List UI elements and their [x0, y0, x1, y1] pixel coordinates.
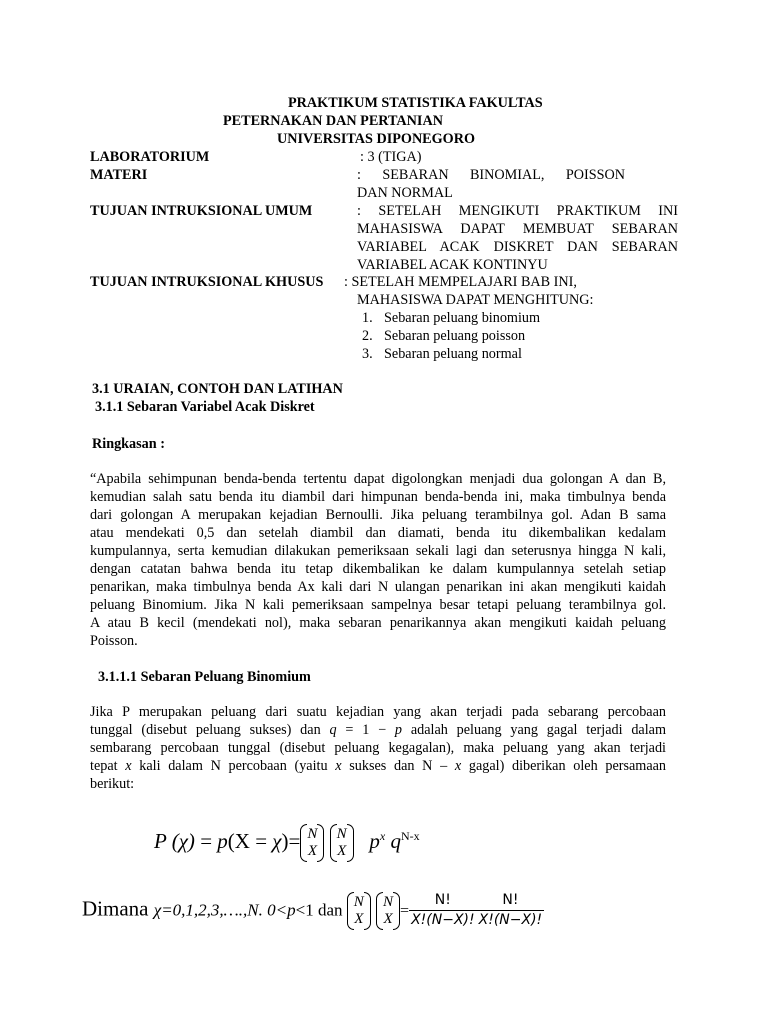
fraction	[477, 892, 545, 929]
binomial-coefficient	[330, 826, 354, 860]
summary-line: “Apabila sehimpunan benda-benda tertentu dapat digolongkan menjadi dua golongan A dan B,	[90, 471, 666, 487]
tiu-value-4: VARIABEL ACAK KONTINYU	[357, 257, 548, 273]
formula-q: q	[385, 828, 401, 853]
x-symbol: x	[454, 758, 462, 774]
binomial-coefficient	[347, 894, 371, 928]
fraction	[409, 892, 477, 929]
materi-value-2: DAN NORMAL	[357, 185, 453, 201]
tiu-value-3: VARIABEL ACAK DISKRET DAN SEBARAN	[357, 239, 678, 255]
tik-value-1: : SETELAH MEMPELAJARI BAB INI,	[344, 274, 577, 290]
summary-line: kumpulannya, serta kemudian dilakukan pemeriksaan sekali lagi dan seterusnya hingga N kali,	[90, 543, 666, 559]
summary-line: peluang Binomium. Jika N kali pemeriksaan sampelnya besar tetapi peluang terambilnya gol.	[90, 597, 666, 613]
binomial-line	[90, 721, 666, 739]
fraction-numerator: N!	[434, 892, 451, 908]
binomial-paragraph	[90, 703, 666, 793]
section-3-1-heading: 3.1 URAIAN, CONTOH DAN LATIHAN	[92, 381, 343, 397]
formula-p: P	[154, 828, 167, 853]
tiu-value-1: : SETELAH MENGIKUTI PRAKTIKUM INI	[357, 203, 678, 219]
text-run: gagal) diberikan oleh persamaan	[461, 758, 666, 774]
fraction-denominator: X!(N−X)!	[411, 912, 475, 928]
materi-label: MATERI	[90, 167, 148, 183]
binom-top: N	[383, 893, 394, 910]
tiu-label: TUJUAN INTRUKSIONAL UMUM	[90, 203, 313, 219]
summary-line: Poisson.	[90, 633, 138, 649]
section-3-1-1-1-heading: 3.1.1.1 Sebaran Peluang Binomium	[98, 669, 311, 685]
formula-mid: (X =	[227, 828, 273, 853]
fraction-denominator: X!(N−X)!	[478, 912, 543, 928]
text-run: kali dalam N percobaan (yaitu	[131, 758, 336, 774]
header-line-1: PRAKTIKUM STATISTIKA FAKULTAS	[288, 95, 543, 111]
summary-line: dengan catatan bahwa benda itu tetap dikembalikan ke dalam kumpulannya setelah setiap	[90, 561, 666, 577]
formula-px: p	[369, 828, 380, 853]
ringkasan-heading: Ringkasan :	[92, 436, 165, 452]
binom-top: N	[336, 826, 347, 842]
text-run: = 1 −	[336, 722, 395, 738]
binomial-line: Jika P merupakan peluang dari suatu kejadian yang akan terjadi pada sebarang percobaan	[90, 704, 666, 720]
lab-label: LABORATORIUM	[90, 149, 210, 165]
binom-top: N	[353, 893, 364, 910]
tiu-value-2: MAHASISWA DAPAT MEMBUAT SEBARAN	[357, 221, 678, 237]
text-run: tepat	[90, 758, 126, 774]
summary-line: atau mendekati 0,5 dan setelah diambil dan diamati, benda itu dikembalikan kedalam	[90, 525, 666, 541]
formula-close: )=	[281, 828, 301, 853]
chi-range: χ=0,1,2,3,….,N. 0<	[153, 900, 288, 920]
objective-num-1: 1.	[362, 310, 373, 326]
fraction-numerator: N!	[502, 892, 519, 908]
formula-chi2: χ	[272, 828, 282, 853]
binomial-coefficient	[300, 826, 324, 860]
tik-label: TUJUAN INTRUKSIONAL KHUSUS	[90, 274, 324, 290]
binomial-coefficient	[376, 894, 400, 928]
formula-px-exp: x	[379, 828, 386, 843]
summary-line: A atau B kecil (mendekati nol), maka sebaran penarikannya akan mengikuti kaidah peluang	[90, 615, 666, 631]
text-run: adalah peluang yang gagal terjadi dalam	[402, 722, 666, 738]
objective-2: Sebaran peluang poisson	[384, 328, 526, 344]
objective-num-2: 2.	[362, 328, 373, 344]
formula-eq: =	[194, 828, 218, 853]
header-line-3: UNIVERSITAS DIPONEGORO	[277, 131, 476, 147]
binomial-line	[90, 757, 666, 775]
objective-num-3: 3.	[362, 346, 373, 362]
binom-bottom: X	[383, 910, 393, 927]
dimana-formula	[82, 892, 544, 940]
text-run: sukses dan N –	[341, 758, 455, 774]
binomial-line: sembarang percobaan tunggal (disebut peluang kegagalan), maka peluang yang akan terjadi	[90, 740, 666, 756]
lab-value: : 3 (TIGA)	[360, 149, 422, 165]
header-line-2: PETERNAKAN DAN PERTANIAN	[223, 113, 443, 129]
binom-bottom: X	[337, 843, 347, 859]
binom-top: N	[307, 826, 318, 842]
section-3-1-1-heading: 3.1.1 Sebaran Variabel Acak Diskret	[95, 399, 315, 415]
formula-q-exp: N-x	[401, 828, 420, 843]
lt-text: <1 dan	[295, 900, 347, 920]
x-symbol: x	[125, 758, 132, 774]
binom-bottom: X	[307, 843, 317, 859]
summary-paragraph	[90, 470, 666, 650]
p-symbol: p	[287, 900, 296, 920]
formula-p2: p	[217, 828, 228, 853]
tik-value-2: MAHASISWA DAPAT MENGHITUNG:	[357, 292, 594, 308]
x-symbol: x	[335, 758, 342, 774]
p-symbol: p	[394, 722, 403, 738]
summary-line: dari golongan A merupakan kejadian Bernoulli. Jika peluang terambilnya gol. Adan B sama	[90, 507, 666, 523]
binomial-line: berikut:	[90, 776, 135, 792]
dimana-text: Dimana	[82, 896, 154, 921]
text-run: tunggal (disebut peluang sukses) dan	[90, 722, 330, 738]
objective-3: Sebaran peluang normal	[384, 346, 522, 362]
binomial-formula	[154, 826, 420, 874]
summary-line: penarikan, maka timbulnya benda Ax kali dari N ulangan penarikan ini akan mengikuti kaidah	[90, 579, 666, 595]
binom-bottom: X	[354, 910, 364, 927]
summary-line: kemudian salah satu benda itu diambil dari himpunan benda-benda ini, maka timbulnya benda	[90, 489, 666, 505]
objective-1: Sebaran peluang binomium	[384, 310, 541, 326]
materi-value-1: : SEBARAN BINOMIAL, POISSON	[357, 167, 625, 183]
equals: =	[400, 902, 410, 920]
formula-chi: (χ)	[166, 828, 195, 853]
q-symbol: q	[329, 722, 337, 738]
